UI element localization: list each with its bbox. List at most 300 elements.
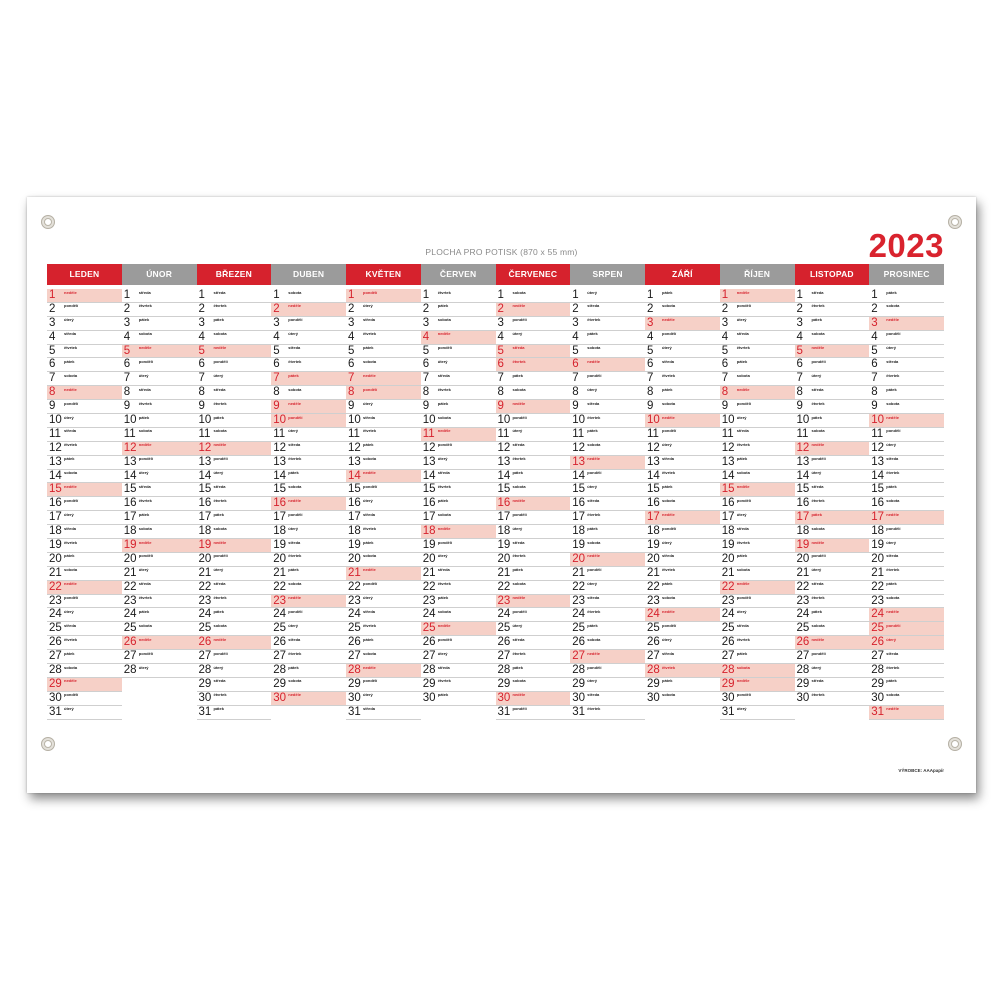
weekday-label: pondělí <box>587 567 602 573</box>
weekday-label: pátek <box>437 595 449 601</box>
weekday-label: úterý <box>886 442 897 448</box>
month-days <box>795 289 870 763</box>
weekday-label: neděle <box>288 692 301 698</box>
day-number: 24 <box>198 608 212 621</box>
day-row <box>645 664 720 678</box>
day-row <box>496 470 571 484</box>
day-row <box>47 678 122 692</box>
day-number: 23 <box>123 594 137 607</box>
weekday-label: úterý <box>736 608 747 614</box>
day-row <box>795 483 870 497</box>
day-number: 1 <box>647 289 654 301</box>
day-number: 3 <box>497 316 504 329</box>
day-number: 11 <box>198 427 211 440</box>
day-number: 13 <box>49 455 62 468</box>
day-number: 2 <box>49 302 56 315</box>
empty-day-row <box>122 692 197 706</box>
day-row <box>869 358 944 372</box>
weekday-label: pondělí <box>363 581 378 587</box>
day-number: 20 <box>198 552 212 565</box>
day-row <box>869 483 944 497</box>
weekday-label: pondělí <box>213 650 228 656</box>
day-number: 8 <box>49 386 56 399</box>
day-number: 11 <box>796 427 809 440</box>
day-number: 15 <box>49 483 62 496</box>
day-number: 23 <box>348 594 361 607</box>
weekday-label: úterý <box>288 525 299 531</box>
weekday-label: středa <box>886 456 899 462</box>
day-number: 23 <box>422 594 436 607</box>
day-row <box>869 595 944 609</box>
weekday-label: pondělí <box>662 428 677 434</box>
weekday-label: středa <box>736 428 749 434</box>
day-number: 11 <box>123 427 136 440</box>
weekday-label: pondělí <box>736 692 751 698</box>
weekday-label: středa <box>64 331 77 337</box>
day-row <box>720 706 795 720</box>
day-row <box>496 636 571 650</box>
day-number: 1 <box>497 289 504 301</box>
weekday-label: sobota <box>64 664 78 670</box>
day-number: 31 <box>49 705 62 718</box>
weekday-label: středa <box>587 400 600 406</box>
day-row <box>645 483 720 497</box>
day-number: 22 <box>647 580 660 593</box>
day-row <box>869 511 944 525</box>
weekday-label: sobota <box>736 664 750 670</box>
weekday-label: úterý <box>138 372 149 378</box>
day-number: 3 <box>647 316 654 329</box>
weekday-label: středa <box>736 525 749 531</box>
day-number: 19 <box>49 539 62 552</box>
day-number: 11 <box>721 427 734 440</box>
day-number: 13 <box>796 455 810 468</box>
weekday-label: pondělí <box>138 650 153 656</box>
day-row <box>271 553 346 567</box>
day-row <box>271 608 346 622</box>
weekday-label: neděle <box>736 581 750 587</box>
day-row <box>47 511 122 525</box>
day-number: 6 <box>497 358 504 371</box>
day-number: 20 <box>572 552 586 565</box>
day-row <box>645 608 720 622</box>
day-row <box>720 692 795 706</box>
weekday-label: sobota <box>288 581 302 587</box>
day-row <box>496 650 571 664</box>
day-number: 28 <box>123 664 137 677</box>
weekday-label: sobota <box>811 428 825 434</box>
weekday-label: čtvrtek <box>736 442 750 448</box>
day-row <box>47 456 122 470</box>
day-number: 25 <box>273 622 287 635</box>
weekday-label: středa <box>288 442 301 448</box>
weekday-label: úterý <box>811 470 822 476</box>
weekday-label: pondělí <box>736 595 751 601</box>
day-number: 6 <box>721 358 729 371</box>
weekday-label: středa <box>512 636 525 642</box>
month-column <box>47 264 122 763</box>
day-number: 15 <box>348 483 361 496</box>
day-row <box>795 525 870 539</box>
day-number: 22 <box>273 580 287 593</box>
weekday-label: středa <box>437 664 450 670</box>
day-number: 25 <box>647 622 660 635</box>
weekday-label: pátek <box>437 400 449 406</box>
day-number: 3 <box>49 316 56 329</box>
day-number: 1 <box>871 289 878 301</box>
weekday-label: pondělí <box>811 553 826 559</box>
day-row <box>47 567 122 581</box>
day-row <box>570 581 645 595</box>
day-number: 19 <box>572 539 586 552</box>
day-number: 25 <box>572 622 586 635</box>
day-row <box>271 303 346 317</box>
day-row <box>346 608 421 622</box>
day-number: 17 <box>198 511 212 524</box>
day-number: 5 <box>273 344 280 357</box>
day-row <box>720 470 795 484</box>
grommet-bottom-right-icon <box>948 737 962 751</box>
day-number: 7 <box>123 372 131 385</box>
day-row <box>720 345 795 359</box>
day-row <box>795 664 870 678</box>
day-row <box>795 678 870 692</box>
day-row <box>570 483 645 497</box>
day-row <box>645 400 720 414</box>
weekday-label: pátek <box>64 456 75 462</box>
day-row <box>122 483 197 497</box>
day-number: 19 <box>647 539 660 552</box>
weekday-label: pondělí <box>64 595 79 601</box>
day-row <box>795 470 870 484</box>
day-number: 5 <box>422 344 430 357</box>
day-number: 3 <box>871 316 878 329</box>
day-row <box>496 678 571 692</box>
day-row <box>346 567 421 581</box>
weekday-label: sobota <box>437 317 451 323</box>
weekday-label: pátek <box>886 289 897 295</box>
day-row <box>122 470 197 484</box>
weekday-label: pátek <box>736 358 748 364</box>
weekday-label: pondělí <box>736 303 751 309</box>
day-number: 19 <box>796 539 810 552</box>
weekday-label: pondělí <box>64 497 79 503</box>
day-number: 17 <box>348 511 361 524</box>
weekday-label: neděle <box>437 331 451 337</box>
weekday-label: neděle <box>288 497 301 503</box>
day-number: 31 <box>198 705 212 718</box>
day-number: 9 <box>796 400 803 413</box>
weekday-label: čtvrtek <box>736 539 750 545</box>
day-row <box>47 581 122 595</box>
day-number: 1 <box>572 289 579 301</box>
day-row <box>570 414 645 428</box>
month-column <box>421 264 496 763</box>
weekday-label: pátek <box>811 317 822 323</box>
day-number: 30 <box>348 691 361 704</box>
day-number: 7 <box>497 372 504 385</box>
day-number: 14 <box>796 469 810 482</box>
weekday-label: středa <box>811 581 824 587</box>
day-row <box>645 428 720 442</box>
weekday-label: neděle <box>213 539 227 545</box>
weekday-label: sobota <box>886 595 900 601</box>
weekday-label: sobota <box>886 497 900 503</box>
day-row <box>47 358 122 372</box>
weekday-label: sobota <box>363 650 377 656</box>
weekday-label: neděle <box>886 706 899 712</box>
day-row <box>421 372 496 386</box>
weekday-label: pátek <box>736 456 748 462</box>
day-number: 12 <box>572 441 586 454</box>
day-number: 10 <box>422 414 436 427</box>
day-row <box>869 317 944 331</box>
month-column <box>795 264 870 763</box>
day-number: 19 <box>198 539 212 552</box>
weekday-label: sobota <box>512 483 526 489</box>
weekday-label: středa <box>363 317 376 323</box>
day-row <box>869 525 944 539</box>
month-days <box>570 289 645 763</box>
day-row <box>271 595 346 609</box>
weekday-label: úterý <box>512 525 523 531</box>
weekday-label: čtvrtek <box>437 289 451 295</box>
day-number: 5 <box>198 344 205 357</box>
day-number: 30 <box>871 691 885 704</box>
weekday-label: čtvrtek <box>587 608 601 614</box>
day-number: 21 <box>422 566 436 579</box>
weekday-label: sobota <box>736 372 750 378</box>
day-row <box>197 664 272 678</box>
weekday-label: čtvrtek <box>213 595 227 601</box>
weekday-label: sobota <box>587 636 601 642</box>
weekday-label: středa <box>736 331 749 337</box>
day-row <box>421 289 496 303</box>
weekday-label: středa <box>512 442 525 448</box>
day-number: 29 <box>198 677 212 690</box>
day-number: 6 <box>198 358 205 371</box>
day-number: 29 <box>497 677 511 690</box>
day-row <box>197 442 272 456</box>
day-row <box>47 650 122 664</box>
day-number: 5 <box>123 344 131 357</box>
weekday-label: pátek <box>886 483 897 489</box>
day-number: 20 <box>49 552 62 565</box>
day-number: 13 <box>198 455 212 468</box>
day-number: 17 <box>871 511 885 524</box>
day-row <box>869 567 944 581</box>
day-row <box>570 372 645 386</box>
day-row <box>346 414 421 428</box>
weekday-label: středa <box>138 581 151 587</box>
day-number: 19 <box>348 539 361 552</box>
day-number: 20 <box>721 552 735 565</box>
weekday-label: úterý <box>811 372 822 378</box>
day-row <box>869 497 944 511</box>
weekday-label: sobota <box>811 525 825 531</box>
day-row <box>869 303 944 317</box>
day-row <box>496 706 571 720</box>
day-number: 23 <box>572 594 586 607</box>
day-number: 18 <box>647 525 660 538</box>
day-number: 13 <box>721 455 735 468</box>
weekday-label: pátek <box>587 331 598 337</box>
weekday-label: pondělí <box>587 372 602 378</box>
weekday-label: čtvrtek <box>288 358 302 364</box>
day-number: 23 <box>796 594 810 607</box>
weekday-label: pátek <box>736 650 748 656</box>
day-number: 16 <box>422 497 436 510</box>
weekday-label: sobota <box>512 678 526 684</box>
day-number: 10 <box>497 414 511 427</box>
day-number: 29 <box>273 677 287 690</box>
day-row <box>122 511 197 525</box>
day-row <box>346 345 421 359</box>
weekday-label: pondělí <box>64 692 79 698</box>
day-row <box>271 345 346 359</box>
day-number: 9 <box>123 400 131 413</box>
day-number: 12 <box>273 441 287 454</box>
weekday-label: sobota <box>886 400 900 406</box>
day-number: 15 <box>871 483 885 496</box>
day-number: 31 <box>871 705 885 718</box>
weekday-label: pátek <box>138 511 150 517</box>
day-row <box>271 664 346 678</box>
day-row <box>720 581 795 595</box>
day-row <box>570 567 645 581</box>
weekday-label: pondělí <box>437 442 452 448</box>
day-number: 4 <box>198 330 205 343</box>
weekday-label: středa <box>662 553 675 559</box>
day-number: 18 <box>49 525 62 538</box>
weekday-label: neděle <box>64 483 77 489</box>
day-number: 14 <box>497 469 511 482</box>
weekday-label: sobota <box>811 622 825 628</box>
day-number: 7 <box>871 372 878 385</box>
weekday-label: pondělí <box>662 331 677 337</box>
weekday-label: neděle <box>587 553 600 559</box>
day-number: 22 <box>123 580 137 593</box>
month-column <box>496 264 571 763</box>
weekday-label: středa <box>288 345 301 351</box>
day-number: 1 <box>123 289 131 301</box>
day-number: 5 <box>721 344 729 357</box>
day-row <box>570 553 645 567</box>
weekday-label: středa <box>886 650 899 656</box>
day-row <box>346 456 421 470</box>
day-row <box>197 456 272 470</box>
weekday-label: úterý <box>138 567 149 573</box>
day-number: 28 <box>49 664 62 677</box>
day-number: 13 <box>348 455 361 468</box>
day-number: 8 <box>721 386 729 399</box>
day-number: 8 <box>796 386 803 399</box>
day-number: 1 <box>49 289 56 301</box>
weekday-label: středa <box>213 483 226 489</box>
day-number: 27 <box>647 650 660 663</box>
weekday-label: úterý <box>662 539 672 545</box>
day-row <box>645 525 720 539</box>
day-number: 14 <box>273 469 287 482</box>
weekday-label: čtvrtek <box>886 567 900 573</box>
day-row <box>197 303 272 317</box>
day-number: 7 <box>422 372 430 385</box>
day-row <box>346 442 421 456</box>
day-row <box>122 539 197 553</box>
day-number: 17 <box>273 511 287 524</box>
day-row <box>346 525 421 539</box>
day-number: 14 <box>123 469 137 482</box>
day-number: 11 <box>647 427 659 440</box>
weekday-label: úterý <box>662 636 672 642</box>
grommet-top-left-icon <box>41 215 55 229</box>
weekday-label: čtvrtek <box>437 581 451 587</box>
day-number: 25 <box>871 622 885 635</box>
weekday-label: středa <box>512 345 525 351</box>
weekday-label: středa <box>587 692 600 698</box>
day-number: 13 <box>572 455 586 468</box>
month-days <box>271 289 346 763</box>
weekday-label: pátek <box>64 553 75 559</box>
day-row <box>421 428 496 442</box>
day-number: 8 <box>422 386 430 399</box>
day-row <box>271 331 346 345</box>
day-row <box>197 608 272 622</box>
day-row <box>271 636 346 650</box>
day-number: 12 <box>123 441 137 454</box>
day-row <box>122 595 197 609</box>
weekday-label: čtvrtek <box>736 636 750 642</box>
weekday-label: úterý <box>811 664 822 670</box>
weekday-label: neděle <box>437 525 451 531</box>
day-number: 20 <box>497 552 511 565</box>
day-row <box>122 442 197 456</box>
day-row <box>645 692 720 706</box>
weekday-label: středa <box>288 636 301 642</box>
day-number: 13 <box>123 455 137 468</box>
weekday-label: úterý <box>288 428 299 434</box>
day-number: 22 <box>422 580 436 593</box>
day-row <box>570 358 645 372</box>
day-number: 9 <box>721 400 729 413</box>
weekday-label: úterý <box>437 456 448 462</box>
day-row <box>570 664 645 678</box>
weekday-label: neděle <box>437 428 451 434</box>
day-number: 28 <box>348 664 361 677</box>
weekday-label: středa <box>811 289 824 295</box>
day-row <box>496 386 571 400</box>
day-row <box>496 511 571 525</box>
weekday-label: pátek <box>662 581 673 587</box>
day-row <box>795 303 870 317</box>
day-row <box>570 539 645 553</box>
weekday-label: středa <box>138 289 151 295</box>
day-number: 12 <box>198 441 212 454</box>
day-number: 26 <box>348 636 361 649</box>
weekday-label: sobota <box>64 470 78 476</box>
day-row <box>570 345 645 359</box>
day-row <box>271 539 346 553</box>
weekday-label: pondělí <box>363 386 378 392</box>
day-row <box>346 317 421 331</box>
month-days <box>346 289 421 763</box>
day-row <box>421 442 496 456</box>
day-number: 24 <box>647 608 660 621</box>
day-row <box>47 317 122 331</box>
day-row <box>570 608 645 622</box>
weekday-label: neděle <box>587 456 600 462</box>
weekday-label: sobota <box>138 525 152 531</box>
